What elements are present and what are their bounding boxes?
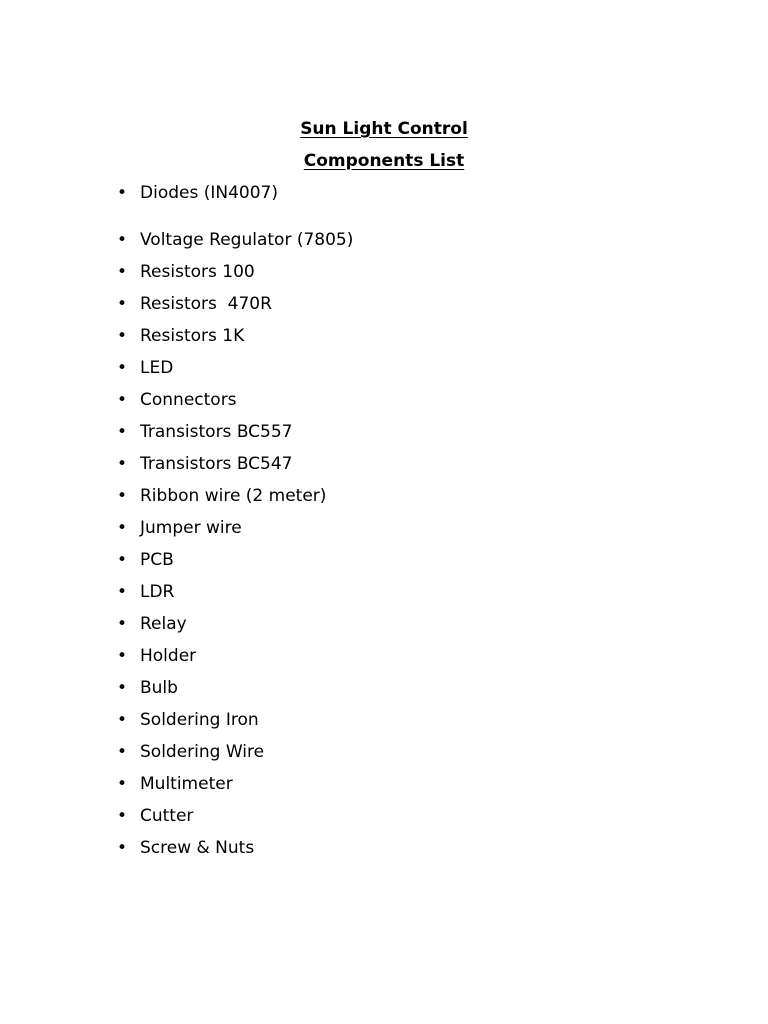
bullet-icon: • (117, 422, 128, 442)
bullet-icon: • (117, 326, 128, 346)
list-item (117, 774, 233, 794)
list-item-label: Resistors 1K (140, 326, 245, 346)
list-item (117, 550, 174, 570)
bullet-icon: • (117, 582, 128, 602)
list-item-label: Multimeter (140, 774, 233, 794)
list-item-label: Relay (140, 614, 187, 634)
list-item-label: Transistors BC557 (140, 422, 293, 442)
list-item-label: Cutter (140, 806, 194, 826)
list-item (117, 183, 278, 203)
bullet-icon: • (117, 518, 128, 538)
list-item (117, 486, 326, 506)
bullet-icon: • (117, 742, 128, 762)
list-item (117, 806, 193, 826)
list-item-label: Soldering Wire (140, 742, 265, 762)
bullet-icon: • (117, 550, 128, 570)
bullet-icon: • (117, 614, 128, 634)
list-item (117, 518, 242, 538)
list-item-label: Transistors BC547 (140, 454, 293, 474)
list-item (117, 582, 174, 602)
list-item (117, 742, 264, 762)
list-item-label: LED (140, 358, 174, 378)
list-item (117, 358, 173, 378)
bullet-icon: • (117, 806, 128, 826)
list-item (117, 678, 178, 698)
bullet-icon: • (117, 294, 128, 314)
list-item (117, 390, 237, 410)
list-item (117, 262, 255, 282)
list-item (117, 710, 259, 730)
list-item (117, 230, 353, 250)
list-item (117, 614, 187, 634)
bullet-icon: • (117, 710, 128, 730)
list-item-label: Resistors 470R (140, 294, 272, 314)
list-item-label: Resistors 100 (140, 262, 255, 282)
list-item (117, 646, 196, 666)
list-item-label: Ribbon wire (2 meter) (140, 486, 327, 506)
bullet-icon: • (117, 486, 128, 506)
list-item (117, 294, 272, 314)
bullet-icon: • (117, 646, 128, 666)
list-item (117, 838, 254, 858)
document-subtitle: Components List (303, 151, 465, 171)
list-item (117, 326, 244, 346)
list-item-label: PCB (140, 550, 174, 570)
bullet-icon: • (117, 262, 128, 282)
list-item-label: Diodes (IN4007) (140, 183, 278, 203)
list-item-label: Voltage Regulator (7805) (140, 230, 354, 250)
list-item-label: Holder (140, 646, 197, 666)
bullet-icon: • (117, 838, 128, 858)
bullet-icon: • (117, 454, 128, 474)
list-item (117, 422, 293, 442)
bullet-icon: • (117, 678, 128, 698)
list-item-label: Soldering Iron (140, 710, 259, 730)
list-item-label: Connectors (140, 390, 237, 410)
list-item-label: LDR (140, 582, 175, 602)
bullet-icon: • (117, 358, 128, 378)
list-item-label: Screw & Nuts (140, 838, 255, 858)
bullet-icon: • (117, 230, 128, 250)
bullet-icon: • (117, 390, 128, 410)
list-item-label: Jumper wire (140, 518, 242, 538)
list-item-label: Bulb (140, 678, 178, 698)
list-item (117, 454, 293, 474)
bullet-icon: • (117, 183, 128, 203)
document-title: Sun Light Control (300, 119, 468, 139)
bullet-icon: • (117, 774, 128, 794)
